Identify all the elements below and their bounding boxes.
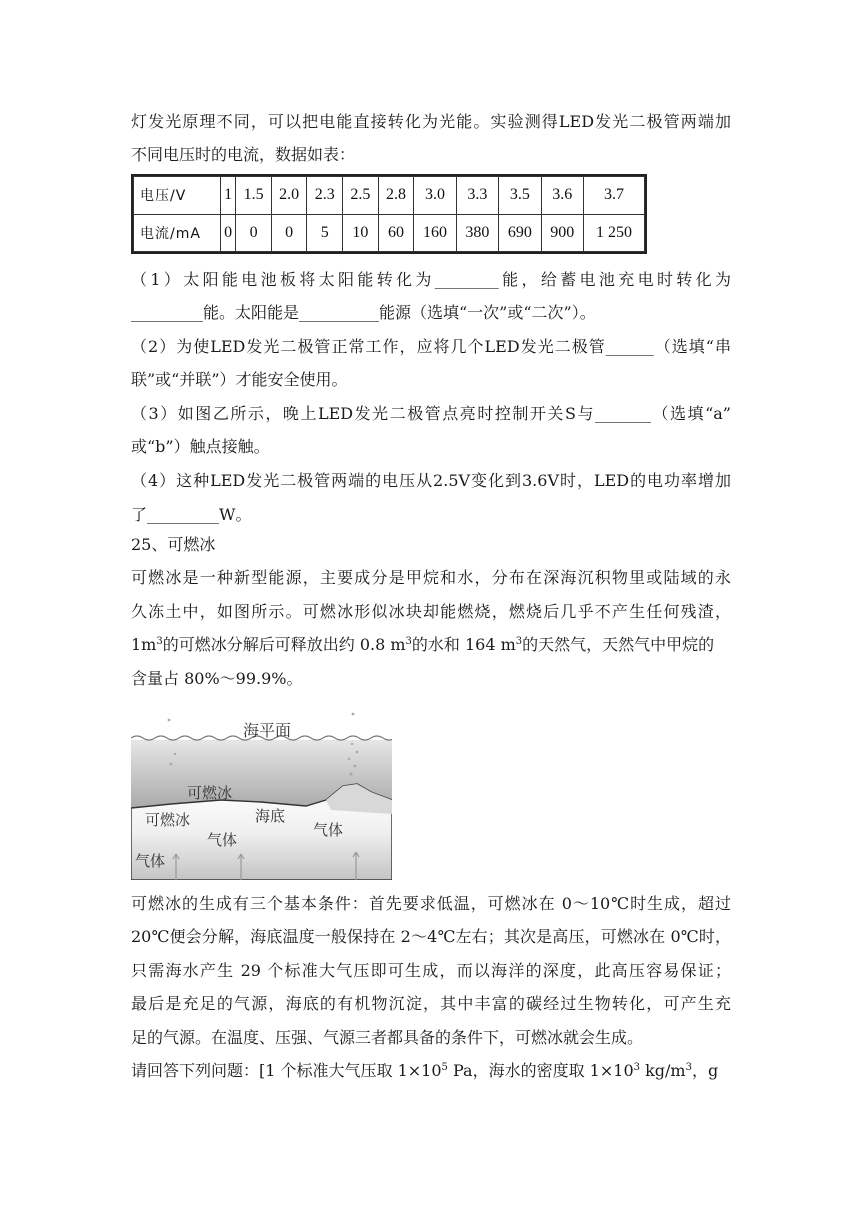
question-intro-line	[131, 1060, 731, 1082]
question-2-line-1: （2）为使LED发光二极管正常工作，应将几个LED发光二极管______（选填“串	[131, 337, 731, 356]
section-25-line-1: 可燃冰是一种新型能源，主要成分是甲烷和水，分布在深海沉积物里或陆域的永	[131, 568, 731, 587]
text-run: Pa，海水的密度取 1×10	[447, 1061, 634, 1080]
section-25-line-4: 含量占 80%～99.9%。	[131, 669, 303, 688]
question-4-line-1: （4）这种LED发光二极管两端的电压从2.5V变化到3.6V时，LED的电功率增加	[131, 471, 731, 490]
text-run: kg/m	[640, 1061, 686, 1080]
gas-middle-label: 气体	[207, 831, 238, 849]
superscript: 3	[156, 636, 163, 647]
question-3-line-1: （3）如图乙所示，晚上LED发光二极管点亮时控制开关S与_______（选填“a”	[131, 404, 731, 423]
section-25-heading: 25、可燃冰	[131, 535, 216, 554]
table-cell: 0	[271, 214, 307, 252]
table-cell: 2.5	[343, 177, 379, 215]
table-row	[134, 177, 645, 215]
table-cell: 0	[236, 214, 272, 252]
table-cell: 3.3	[456, 177, 498, 215]
superscript: 3	[405, 636, 412, 647]
table-cell: 1	[221, 177, 236, 215]
question-1-line-1: （1）太阳能电池板将太阳能转化为________能，给蓄电池充电时转化为	[131, 270, 731, 289]
gas-right-label: 气体	[313, 821, 344, 839]
superscript: 3	[515, 636, 523, 647]
question-4-line-2: 了_________W。	[131, 505, 252, 524]
table-cell: 690	[499, 214, 541, 252]
table-cell: 3.6	[541, 177, 583, 215]
table-cell: 10	[343, 214, 379, 252]
superscript: 3	[685, 1062, 692, 1073]
seabed-diagram	[131, 704, 392, 880]
current-row-label: 电流/mA	[134, 214, 221, 252]
superscript: 5	[441, 1062, 448, 1073]
question-3-line-2: 或“b”）触点接触。	[131, 437, 270, 456]
paragraph-2-line-5: 足的气源。在温度、压强、气源三者都具备的条件下，可燃冰就会生成。	[131, 1028, 644, 1047]
table-cell: 3.0	[414, 177, 456, 215]
table-cell: 5	[307, 214, 343, 252]
paragraph-2-line-3: 只需海水产生 29 个标准大气压即可生成，而以海洋的深度，此高压容易保证；	[131, 961, 731, 980]
text-run: 的可燃冰分解后可释放出约 0.8 m	[162, 635, 406, 654]
table-cell: 2.0	[271, 177, 307, 215]
voltage-current-table	[131, 174, 647, 254]
paragraph-2-line-1: 可燃冰的生成有三个基本条件：首先要求低温，可燃冰在 0～10℃时生成，超过	[131, 894, 731, 913]
table-cell: 3.7	[584, 177, 645, 215]
intro-line-1: 灯发光原理不同，可以把电能直接转化为光能。实验测得LED发光二极管两端加	[131, 112, 731, 131]
superscript: 3	[633, 1062, 641, 1073]
sea-level-label: 海平面	[243, 721, 292, 740]
gas-hydrate-upper-label: 可燃冰	[187, 784, 233, 802]
paragraph-2-line-4: 最后是充足的气源，海底的有机物沉淀，其中丰富的碳经过生物转化，可产生充	[131, 994, 731, 1013]
seabed-label: 海底	[255, 807, 286, 825]
question-1-line-2: _________能。太阳能是__________能源（选填“一次”或“二次”）。	[131, 303, 596, 322]
table-cell: 380	[456, 214, 498, 252]
table-cell: 160	[414, 214, 456, 252]
text-run: ，g	[691, 1061, 719, 1080]
table-cell: 2.8	[378, 177, 414, 215]
table-cell: 1.5	[236, 177, 272, 215]
table-cell: 1 250	[584, 214, 645, 252]
table-cell: 2.3	[307, 177, 343, 215]
table-cell: 60	[378, 214, 414, 252]
table-cell: 0	[221, 214, 236, 252]
gas-left-label: 气体	[135, 852, 166, 870]
text-run: 的水和 164 m	[411, 635, 516, 654]
paragraph-2-line-2: 20℃便会分解，海底温度一般保持在 2～4℃左右；其次是高压，可燃冰在 0℃时，	[131, 927, 731, 946]
intro-line-2: 不同电压时的电流，数据如表：	[131, 145, 356, 164]
gas-hydrate-lower-label: 可燃冰	[145, 811, 191, 829]
voltage-row-label: 电压/V	[134, 177, 221, 215]
text-run: 的天然气，天然气中甲烷的	[522, 635, 715, 654]
table-cell: 3.5	[499, 177, 541, 215]
section-25-line-2: 久冻土中，如图所示。可燃冰形似冰块却能燃烧，燃烧后几乎不产生任何残渣，	[131, 602, 731, 621]
table-cell: 900	[541, 214, 583, 252]
table-row	[134, 214, 645, 252]
text-run: 1m	[131, 635, 157, 654]
text-run: 请回答下列问题：[1 个标准大气压取 1×10	[131, 1061, 442, 1080]
question-2-line-2: 联”或“并联”）才能安全使用。	[131, 370, 348, 389]
section-25-line-3	[131, 634, 731, 656]
